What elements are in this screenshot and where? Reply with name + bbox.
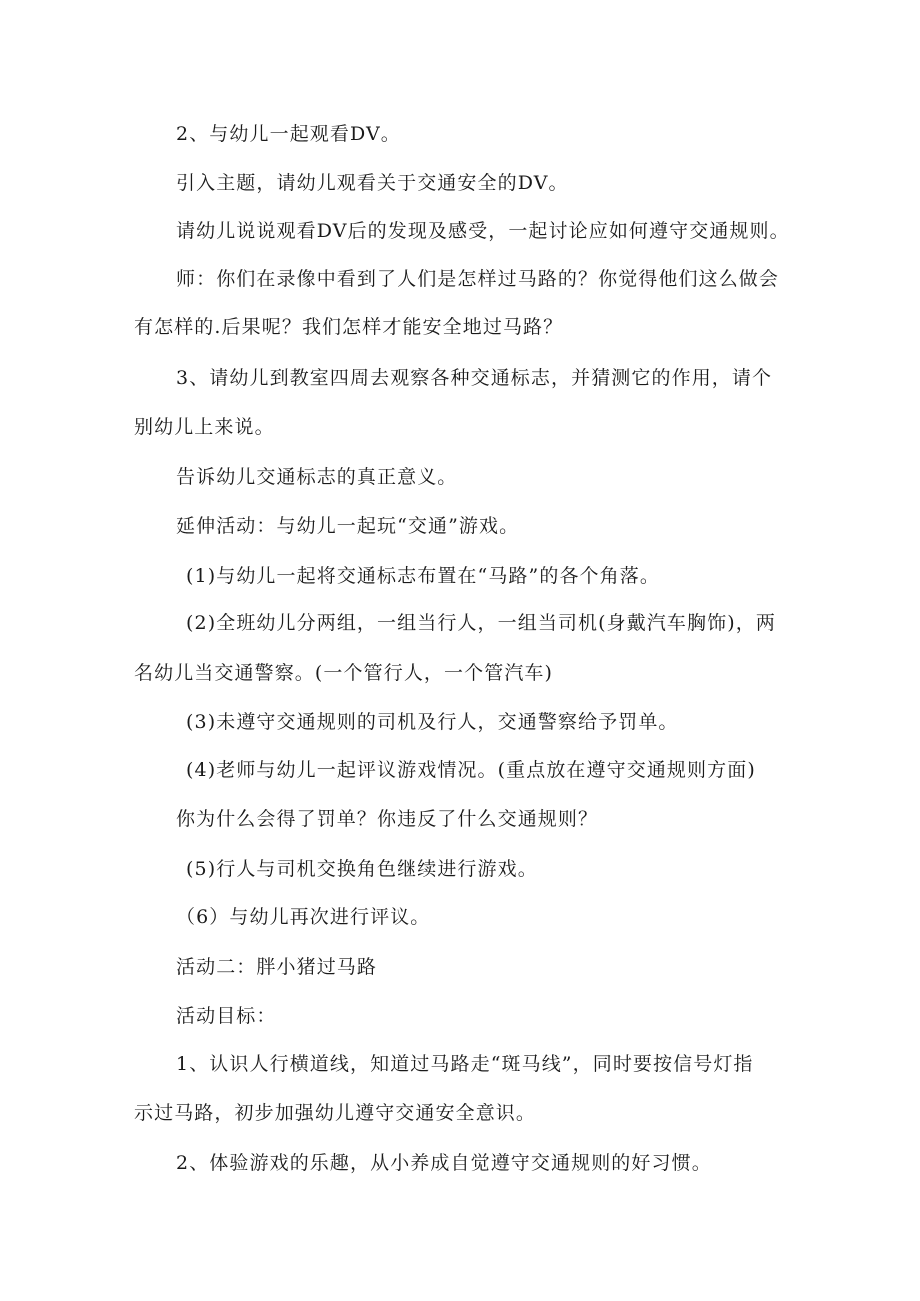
paragraph-line: 延伸活动：与幼儿一起玩“交通”游戏。 bbox=[176, 515, 520, 537]
paragraph-line: 2、体验游戏的乐趣，从小养成自觉遵守交通规则的好习惯。 bbox=[176, 1152, 712, 1174]
paragraph-line: 2、与幼儿一起观看DV。 bbox=[176, 123, 401, 145]
paragraph-line: 名幼儿当交通警察。(一个管行人，一个管汽车) bbox=[134, 662, 554, 684]
paragraph-line: (3)未遵守交通规则的司机及行人，交通警察给予罚单。 bbox=[186, 711, 679, 733]
paragraph-line: 活动目标： bbox=[176, 1005, 277, 1027]
paragraph-line: 告诉幼儿交通标志的真正意义。 bbox=[176, 466, 458, 488]
paragraph-line: 别幼儿上来说。 bbox=[134, 416, 275, 438]
paragraph-line: 师：你们在录像中看到了人们是怎样过马路的？你觉得他们这么做会 bbox=[176, 268, 780, 290]
paragraph-line: 请幼儿说说观看DV后的发现及感受，一起讨论应如何遵守交通规则。 bbox=[176, 220, 790, 242]
paragraph-line: (4)老师与幼儿一起评议游戏情况。(重点放在遵守交通规则方面) bbox=[186, 759, 756, 781]
paragraph-line: 示过马路，初步加强幼儿遵守交通安全意识。 bbox=[134, 1102, 537, 1124]
paragraph-line: 3、请幼儿到教室四周去观察各种交通标志，并猜测它的作用，请个 bbox=[176, 367, 773, 389]
paragraph-line: 有怎样的.后果呢？我们怎样才能安全地过马路？ bbox=[134, 316, 564, 338]
paragraph-line: 引入主题，请幼儿观看关于交通安全的DV。 bbox=[176, 172, 569, 194]
paragraph-line: (1)与幼儿一起将交通标志布置在“马路”的各个角落。 bbox=[186, 565, 660, 587]
paragraph-line: (2)全班幼儿分两组，一组当行人，一组当司机(身戴汽车胸饰)，两 bbox=[186, 612, 776, 634]
paragraph-line: (5)行人与司机交换角色继续进行游戏。 bbox=[186, 858, 538, 880]
paragraph-line: 1、认识人行横道线，知道过马路走“斑马线”，同时要按信号灯指 bbox=[176, 1053, 754, 1075]
paragraph-line: 你为什么会得了罚单？你违反了什么交通规则？ bbox=[176, 808, 599, 830]
paragraph-line: （6）与幼儿再次进行评议。 bbox=[176, 906, 431, 928]
paragraph-line: 活动二：胖小猪过马路 bbox=[176, 956, 378, 978]
